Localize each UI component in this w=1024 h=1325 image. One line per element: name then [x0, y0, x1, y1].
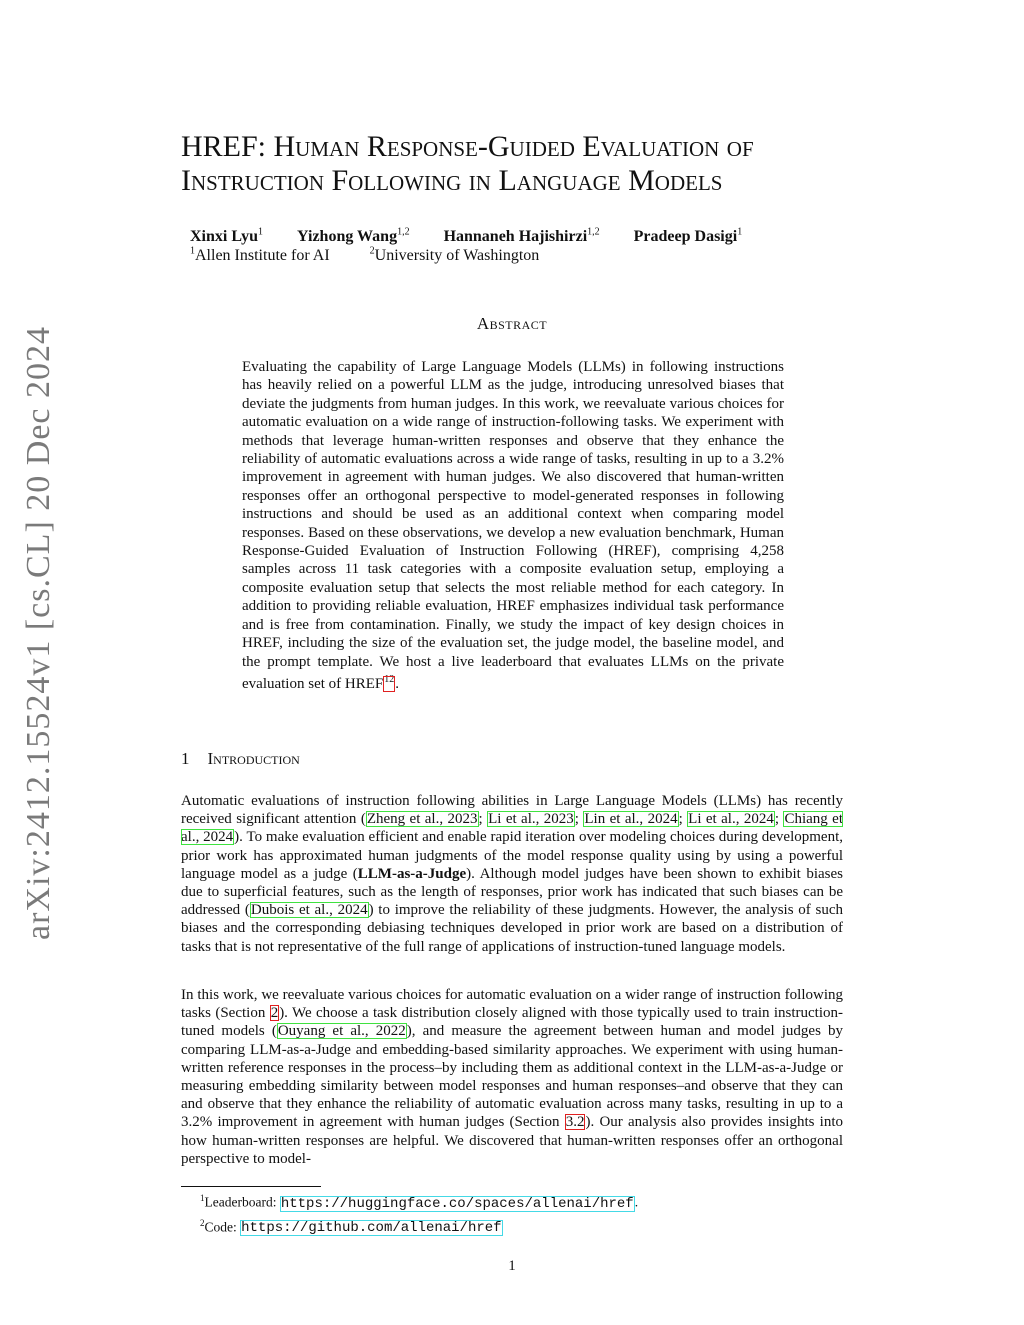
citation-link[interactable]: Ouyang et al., 2022 — [277, 1023, 406, 1040]
author: Pradeep Dasigi$^1$ — [633, 227, 743, 246]
leaderboard-url-link[interactable]: https://huggingface.co/spaces/allenai/href — [280, 1195, 634, 1212]
title-line-1: HREF: Human Response-Guided Evaluation of — [181, 130, 754, 163]
code-url-link[interactable]: https://github.com/allenai/href — [241, 1220, 502, 1236]
page-number: 1 — [508, 1258, 516, 1274]
footnote-divider — [181, 1186, 321, 1187]
citation-link[interactable]: Chiang et al., 2024 — [181, 811, 843, 846]
citation-link[interactable]: Li et al., 2024 — [688, 811, 774, 828]
author: Yizhong Wang$^{1,2}$ — [297, 227, 410, 246]
section-ref-link[interactable]: 3.2 — [565, 1114, 585, 1131]
intro-paragraph-1: Automatic evaluations of instruction following abilities in Large Language Models (LLMs) has recently received significant attention (Zheng et al., 2023; Li et al., 2023; Lin et al., 2024; Li et al., 2024; Chiang et al., 2024). To make evaluation efficient and enable rapid iteration over modeling choices during development, prior work has approximated human judgments of the model response quality using by using a powerful language model as a judge (LLM-as-a-Judge). Although model judges have been shown to exhibit biases due to superficial features, such as the length of responses, prior work has indicated that such biases can be addressed (Dubois et al., 2024) to improve the reliability of these judgments. However, the analysis of such biases and the corresponding debiasing techniques developed in prior work are based on a distribution of tasks that is not representative of the full range of applications of instruction-tuned language models. — [181, 793, 844, 955]
citation-link[interactable]: Lin et al., 2024 — [584, 811, 678, 828]
citation-link[interactable]: Zheng et al., 2023 — [366, 811, 478, 828]
author-list — [190, 227, 772, 246]
section-number: 1 — [181, 749, 190, 768]
abstract-heading: Abstract — [476, 314, 548, 333]
title-line-2: Instruction Following in Language Models — [181, 164, 723, 197]
section-ref-link[interactable]: 2 — [270, 1005, 279, 1022]
footnote: $^1$Leaderboard: https://huggingface.co/spaces/allenai/href. — [200, 1193, 639, 1212]
citation-link[interactable]: Li et al., 2023 — [488, 811, 574, 828]
citation-link[interactable]: Dubois et al., 2024 — [250, 902, 368, 919]
bold-term: LLM-as-a-Judge — [357, 865, 467, 882]
affiliation: $^1$Allen Institute for AI — [190, 246, 330, 265]
affiliation: $^2$University of Washington — [369, 246, 540, 265]
paper-title — [181, 130, 861, 198]
arxiv-stamp: arXiv:2412.15524v1 [cs.CL] 20 Dec 2024 — [20, 325, 57, 940]
footnotes — [200, 1189, 638, 1238]
footnote: $^2$Code: https://github.com/allenai/href — [200, 1217, 502, 1236]
intro-paragraph-2: In this work, we reevaluate various choices for automatic evaluation on a wider range of instruction following tasks (Section 2). We choose a task distribution closely aligned with those typically used to train instruction-tuned models (Ouyang et al., 2022), and measure the agreement between human and model judges by comparing LLM-as-a-Judge and embedding-based similarity approaches. We experiment with using human-written reference responses in the process–by including them as additional context in the LLM-as-a-Judge or measuring embedding similarity between model responses and human responses–and observe that they can and observe that they enhance the reliability of automatic evaluation across many tasks, resulting in up to a 3.2% improvement in agreement with human judges (Section 3.2). Our analysis also provides insights into how human-written responses are helpful. We discovered that human-written responses offer an orthogonal perspective to model- — [181, 987, 844, 1167]
author: Hannaneh Hajishirzi$^{1,2}$ — [443, 227, 600, 246]
footnote-ref-link[interactable]: 12 — [383, 676, 395, 692]
section-heading — [181, 749, 300, 769]
abstract-body: Evaluating the capability of Large Language Models (LLMs) in following instructions has heavily relied on a powerful LLM as the judge, introducing unresolved biases that deviate the judgments from human judges. In this work, we reevaluate various choices for automatic evaluation on a wide range of instruction-following tasks. We experiment with methods that leverage human-written responses and observe that they enhance the reliability of automatic evaluations across a wide range of tasks, resulting in up to a 3.2% improvement in agreement with human judges. We also discovered that human-written responses offer an orthogonal perspective to model-generated responses in following instructions and should be used as an additional context when comparing model responses. Based on these observations, we develop a new evaluation benchmark, Human Response-Guided Evaluation of Instruction Following (HREF), comprising 4,258 samples across 11 task categories with a composite evaluation setup, employing a composite evaluation setup that selects the most reliable method for each category. In addition to providing reliable evaluation, HREF emphasizes individual task performance and is free from contamination. Finally, we study the impact of key design choices in HREF, including the size of the evaluation set, the judge model, the baseline model, and the prompt template. We host a live leaderboard that evaluates LLMs on the private evaluation set of HREF$^{12}$. — [242, 359, 784, 692]
affiliation-list — [190, 246, 575, 265]
section-title: Introduction — [207, 749, 300, 768]
author: Xinxi Lyu$^1$ — [190, 227, 264, 246]
